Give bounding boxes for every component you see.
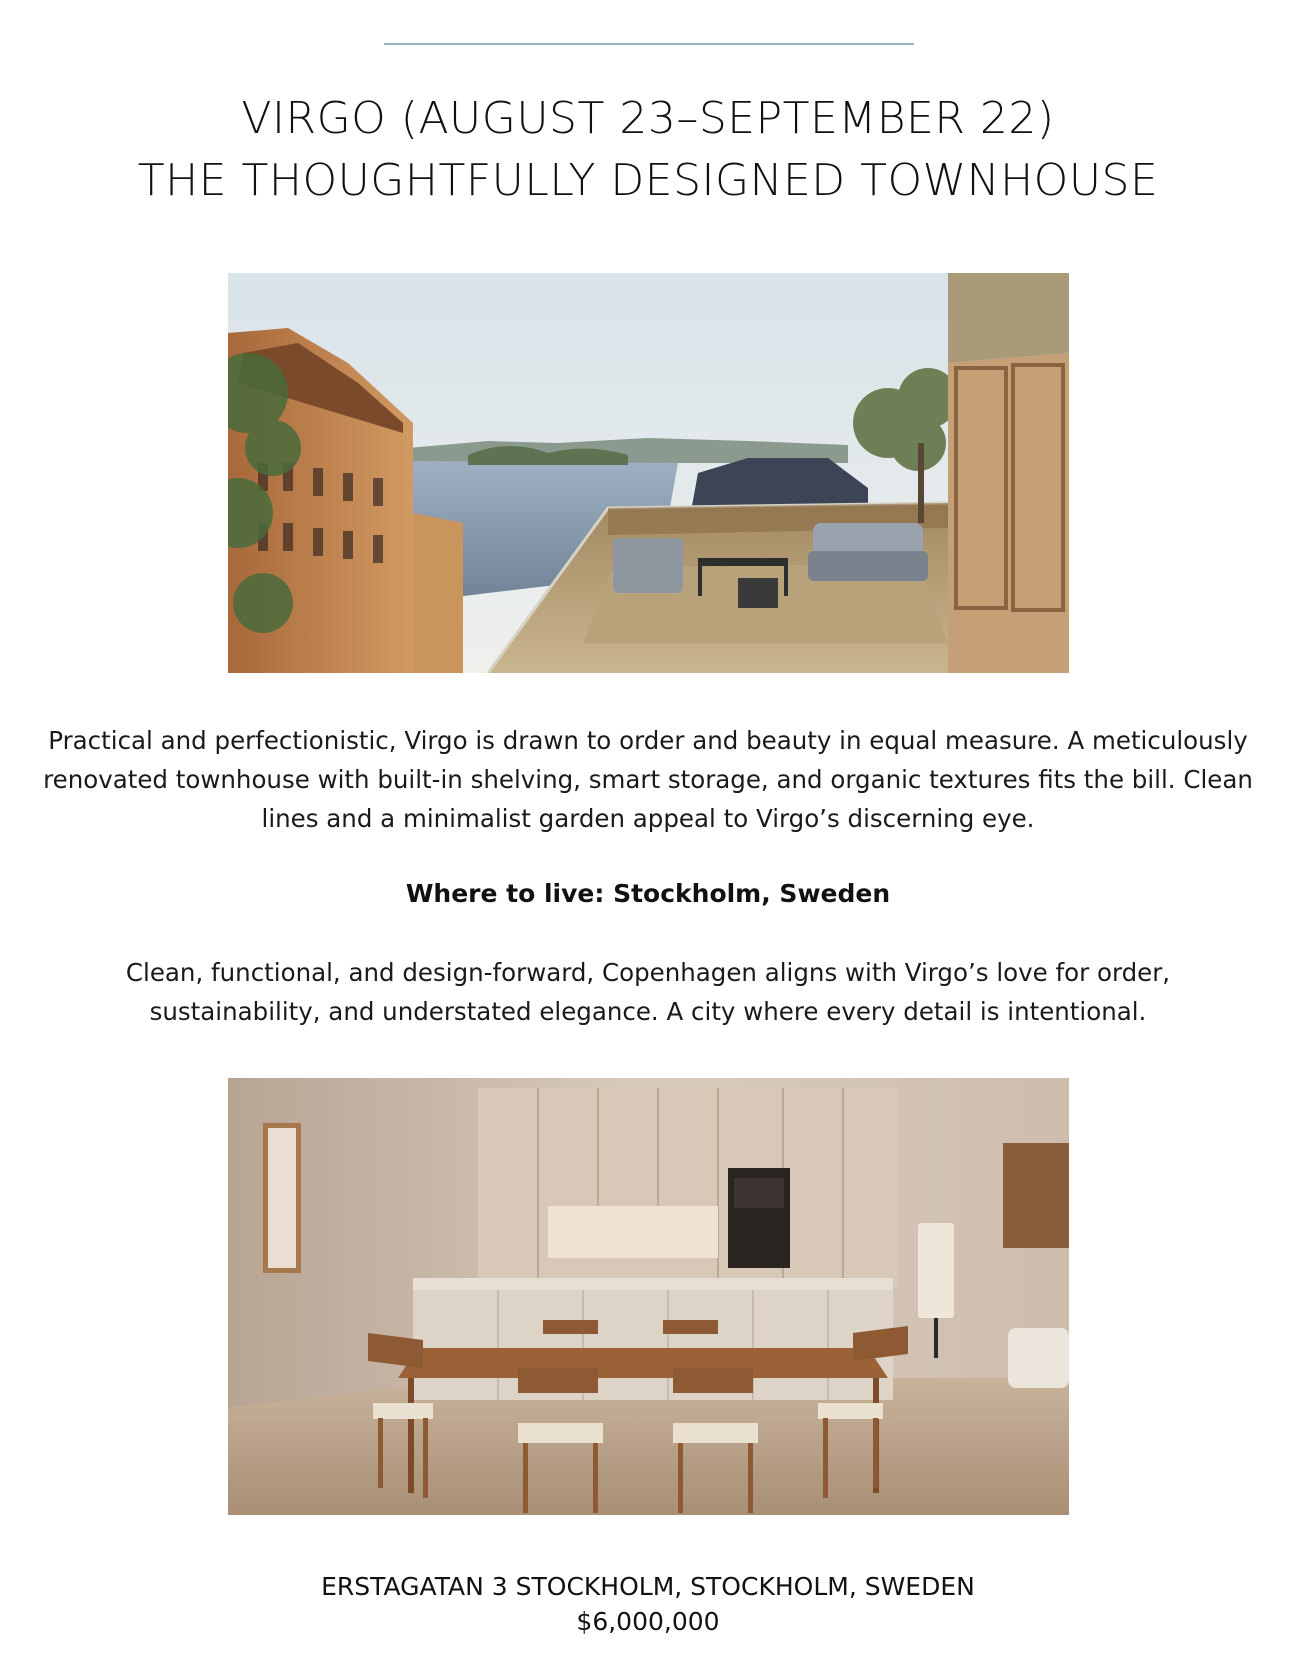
kitchen-dining-photo (228, 1078, 1069, 1515)
listing-address: ERSTAGATAN 3 STOCKHOLM, STOCKHOLM, SWEDEN (321, 1572, 975, 1601)
city-description-paragraph: Clean, functional, and design-forward, Copenhagen aligns with Virgo’s love for order, sustainability, and understated elegance. A city where every detail is intentional. (125, 958, 1171, 1026)
title-line-1: VIRGO (AUGUST 23–SEPTEMBER 22) (241, 93, 1055, 144)
intro-paragraph: Practical and perfectionistic, Virgo is drawn to order and beauty in equal measure. A meticulously renovated townhouse with built-in shelving, smart storage, and organic textures fits the bill. Clean lines and a minimalist garden appeal to Virgo’s discerning eye. (43, 726, 1253, 833)
top-divider (384, 43, 914, 45)
rooftop-terrace-photo (228, 273, 1069, 673)
page-title (0, 88, 1296, 212)
title-line-2: THE THOUGHTFULLY DESIGNED TOWNHOUSE (137, 155, 1159, 206)
listing-price: $6,000,000 (576, 1607, 720, 1636)
where-to-live-heading: Where to live: Stockholm, Sweden (405, 879, 891, 908)
